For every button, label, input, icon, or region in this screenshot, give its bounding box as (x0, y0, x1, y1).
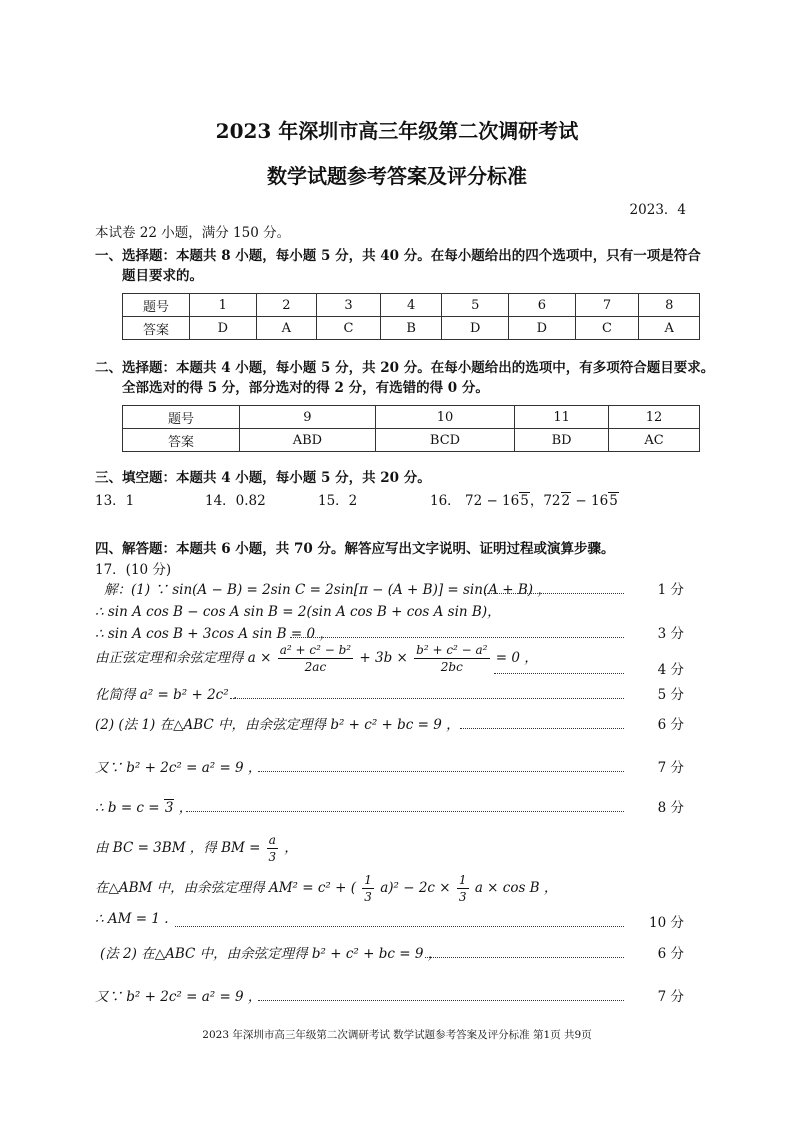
denominator: 2bc (440, 660, 463, 674)
denominator: 3 (268, 850, 277, 864)
text-segment: = 0 ， (495, 650, 538, 666)
document-date: 2023．4 (629, 202, 686, 218)
section3-heading: 三、填空题：本题共 4 小题，每小题 5 分，共 20 分。 (95, 470, 431, 486)
answer-16-radical3: 5 (609, 493, 618, 509)
leader-dots (258, 1000, 624, 1001)
score-mark: 6 分 (657, 717, 684, 733)
table-cell: 7 (575, 294, 639, 317)
table-cell: 12 (609, 406, 700, 429)
radical: 3 (164, 800, 174, 816)
solution-line: (2) (法 1) 在△ABC 中，由余弦定理得 b² + c² + bc = 9 ， (95, 717, 460, 733)
numerator: 1 (458, 873, 467, 887)
table-cell: ABD (240, 429, 376, 452)
fraction (278, 642, 353, 675)
numerator: 1 (364, 873, 372, 887)
score-mark: 7 分 (657, 760, 684, 776)
denominator: 3 (364, 890, 372, 904)
table-row (123, 429, 700, 452)
leader-dots (230, 698, 624, 699)
table-cell: BD (515, 429, 609, 452)
answer-16-radical1: 5 (520, 493, 529, 509)
table-cell: 8 (639, 294, 700, 317)
table-cell: 题号 (123, 294, 190, 317)
table-cell: 6 (509, 294, 576, 317)
section4-heading: 四、解答题：本题共 6 小题，共 70 分。解答应写出文字说明、证明过程或演算步骤。 (95, 541, 615, 557)
score-mark: 4 分 (657, 662, 684, 678)
document-title: 2023 年深圳市高三年级第二次调研考试 (215, 119, 579, 143)
answer-16-label: 16． (430, 493, 461, 509)
solution-line (95, 796, 192, 816)
leader-dots (258, 771, 624, 772)
answer-16-part1: 72 − 16 (464, 493, 520, 509)
denominator: 2ac (304, 660, 327, 674)
answer-16-radical2: 2 (561, 493, 571, 509)
leader-dots (484, 593, 624, 594)
text-segment: 由正弦定理和余弦定理得 a × (95, 650, 272, 666)
denominator: 3 (458, 890, 467, 904)
fraction (267, 832, 278, 865)
score-mark: 10 分 (649, 915, 684, 931)
answer-16-part3: − 16 (571, 493, 609, 509)
document-subtitle: 数学试题参考答案及评分标准 (267, 164, 527, 188)
answer-table-1 (122, 293, 700, 340)
table-cell: 题号 (123, 406, 240, 429)
answer-16 (430, 489, 619, 509)
table-cell: 答案 (123, 317, 190, 340)
numerator: a (268, 833, 276, 847)
answer-13: 13．1 (95, 493, 135, 509)
score-mark: 3 分 (657, 626, 684, 642)
table-cell: 5 (442, 294, 509, 317)
table-cell: 4 (380, 294, 442, 317)
solution-line: 解：(1) ∵ sin(A − B) = 2sin C = 2sin[π − (A + B)] = sin(A + B) ， (104, 582, 551, 598)
fraction (457, 872, 469, 905)
table-row (123, 406, 700, 429)
section2-heading: 二、选择题：本题共 4 小题，每小题 5 分，共 20 分。在每小题给出的选项中，有多项符合题目要求。 (95, 360, 715, 376)
leader-dots (425, 957, 624, 958)
table-cell: D (442, 317, 509, 340)
section2-heading-cont: 全部选对的得 5 分，部分选对的得 2 分，有选错的得 0 分。 (122, 380, 489, 396)
fraction (414, 642, 489, 675)
numerator: a² + c² − b² (279, 643, 352, 657)
solution-line: ∴ sin A cos B + 3cos A sin B = 0 ， (95, 626, 333, 642)
numerator: b² + c² − a² (416, 643, 488, 657)
score-mark: 1 分 (657, 582, 684, 598)
solution-line-fraction (95, 872, 557, 905)
answer-15: 15．2 (318, 493, 358, 509)
table-cell: B (380, 317, 442, 340)
solution-line: 又∵ b² + 2c² = a² = 9 ， (95, 989, 262, 1005)
solution-line: 化简得 a² = b² + 2c² . (95, 687, 238, 703)
solution-line: ∴ sin A cos B − cos A sin B = 2(sin A cos B + cos A sin B)， (95, 604, 501, 620)
solution-line-fraction (95, 642, 538, 675)
table-row (123, 317, 700, 340)
page-footer: 2023 年深圳市高三年级第二次调研考试 数学试题参考答案及评分标准 第1页 共9页 (202, 1029, 592, 1041)
answer-16-part2: 72 (543, 493, 561, 509)
text-segment: a)² − 2c × (380, 880, 451, 896)
section1-heading: 一、选择题：本题共 8 小题，每小题 5 分，共 40 分。在每小题给出的四个选项中，只有一项是符合 (95, 248, 701, 264)
table-cell: AC (609, 429, 700, 452)
fraction (362, 872, 374, 905)
table-cell: D (190, 317, 257, 340)
table-cell: C (317, 317, 381, 340)
leader-dots (460, 728, 624, 729)
solution-line-fraction (95, 832, 298, 865)
score-mark: 5 分 (657, 687, 684, 703)
section1-heading-cont: 题目要求的。 (122, 268, 203, 284)
score-mark: 7 分 (657, 989, 684, 1005)
text-segment: ， (174, 800, 193, 816)
score-mark: 8 分 (657, 800, 684, 816)
intro-text: 本试卷 22 小题，满分 150 分。 (95, 225, 291, 241)
table-cell: 9 (240, 406, 376, 429)
table-cell: 1 (190, 294, 257, 317)
leader-dots (175, 926, 624, 927)
answer-16-sep: ， (529, 493, 544, 509)
text-segment: 由 BC = 3BM ，得 BM = (95, 840, 265, 856)
solution-line: 又∵ b² + 2c² = a² = 9 ， (95, 760, 262, 776)
text-segment: + 3b × (359, 650, 408, 666)
table-cell: BCD (375, 429, 514, 452)
text-segment: ， (284, 840, 298, 856)
leader-dots (290, 637, 624, 638)
solution-line: ∴ AM = 1 . (95, 911, 169, 927)
table-cell: C (575, 317, 639, 340)
text-segment: a × cos B ， (474, 880, 558, 896)
table-row (123, 294, 700, 317)
solution-line: (法 2) 在△ABC 中，由余弦定理得 b² + c² + bc = 9 ， (100, 946, 442, 962)
table-cell: 2 (256, 294, 317, 317)
leader-dots (494, 673, 624, 674)
answer-14: 14．0.82 (205, 493, 266, 509)
leader-dots (186, 811, 624, 812)
table-cell: A (639, 317, 700, 340)
table-cell: 11 (515, 406, 609, 429)
table-cell: D (509, 317, 576, 340)
table-cell: 3 (317, 294, 381, 317)
answer-table-2 (122, 405, 700, 452)
text-segment: ∴ b = c = (95, 800, 164, 816)
score-mark: 6 分 (657, 946, 684, 962)
table-cell: 10 (375, 406, 514, 429)
table-cell: 答案 (123, 429, 240, 452)
question-17-label: 17．(10 分) (95, 562, 172, 578)
text-segment: 在△ABM 中，由余弦定理得 AM² = c² + ( (95, 880, 356, 896)
table-cell: A (256, 317, 317, 340)
